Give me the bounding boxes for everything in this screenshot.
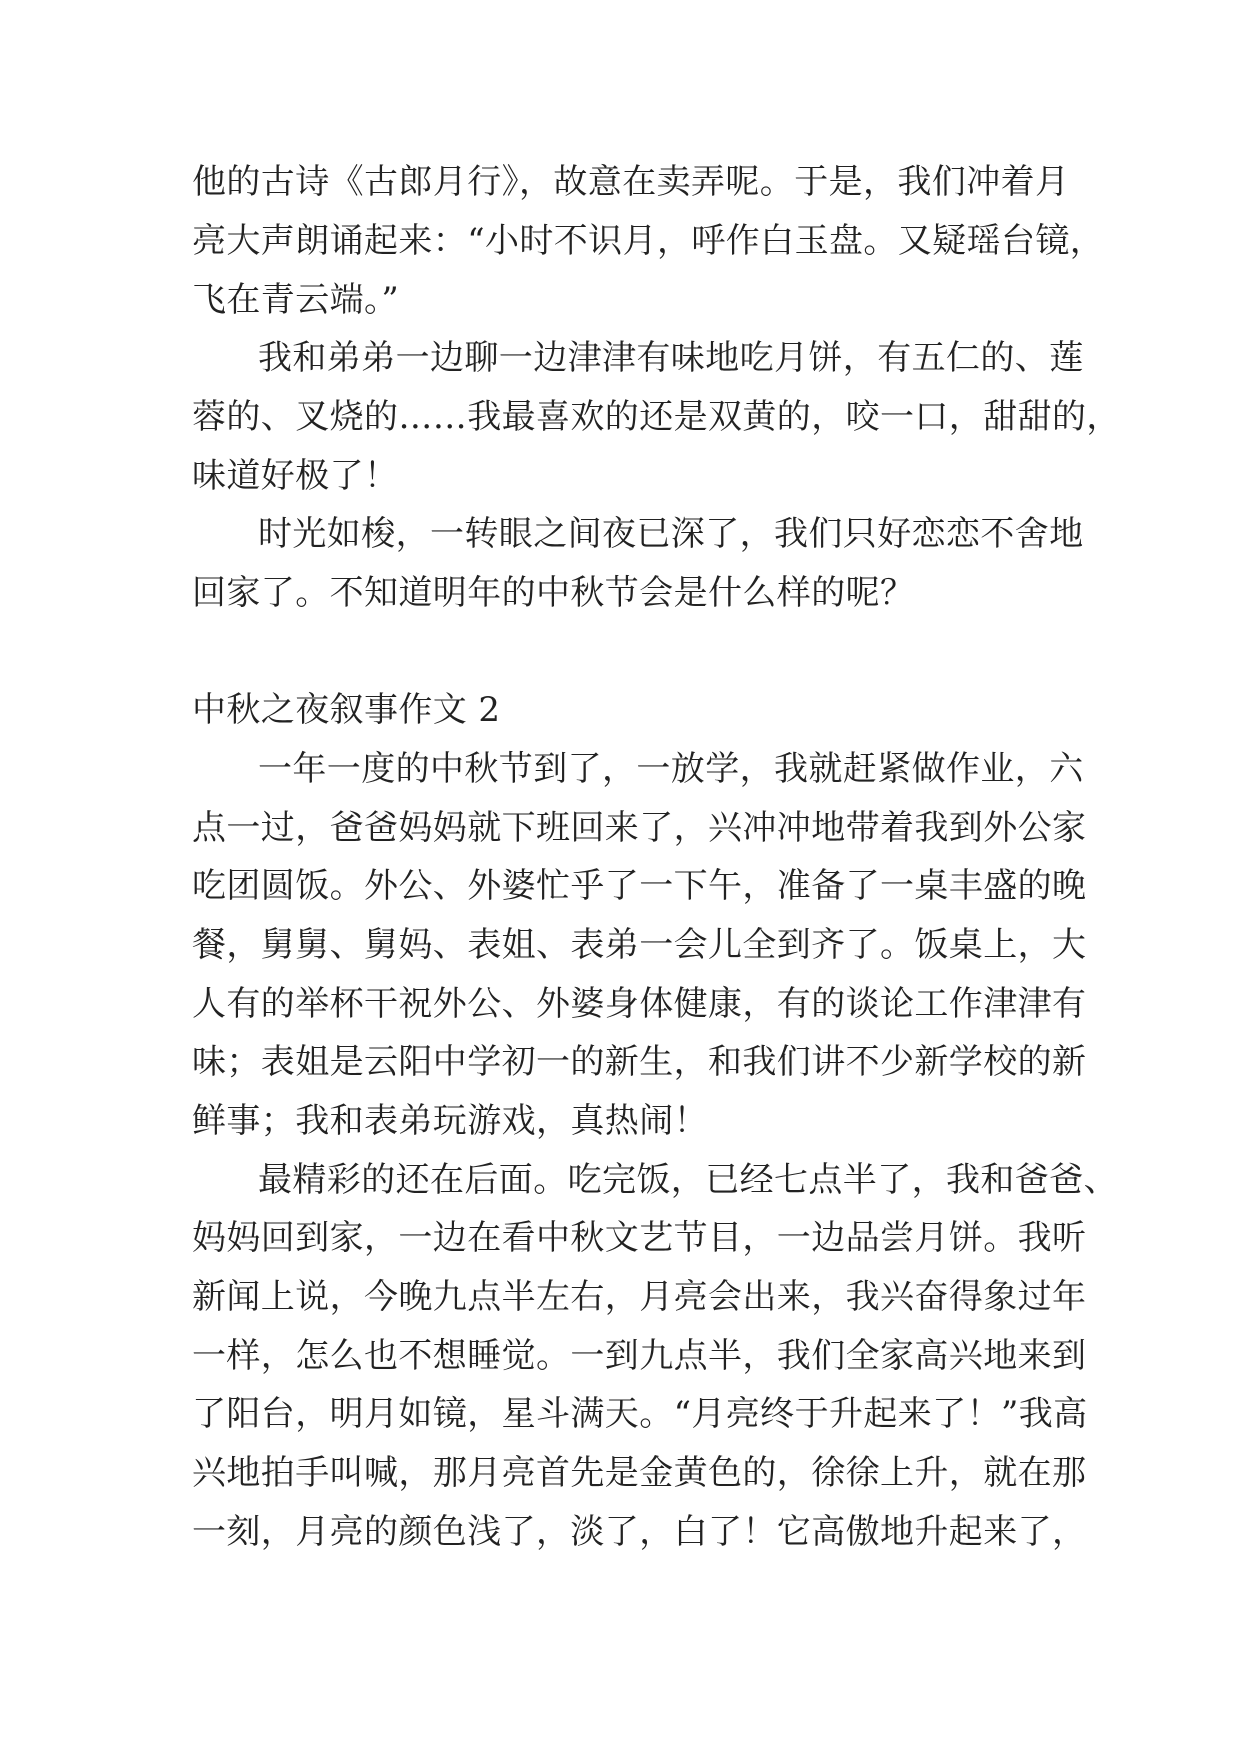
text-line: 亮大声朗诵起来：“小时不识月，呼作白玉盘。又疑瑶台镜，: [192, 221, 1105, 261]
text-line: 回家了。不知道明年的中秋节会是什么样的呢？: [192, 573, 915, 613]
paragraph-first-line: 一年一度的中秋节到了，一放学，我就赶紧做作业，六: [258, 749, 1084, 789]
section-heading: 中秋之夜叙事作文 2: [192, 690, 501, 730]
text-line: 兴地拍手叫喊，那月亮首先是金黄色的，徐徐上升，就在那: [192, 1453, 1087, 1493]
text-line: 鲜事；我和表弟玩游戏，真热闹！: [192, 1101, 708, 1141]
text-line: 他的古诗《古郎月行》，故意在卖弄呢。于是，我们冲着月: [192, 162, 1070, 202]
text-line: 一样，怎么也不想睡觉。一到九点半，我们全家高兴地来到: [192, 1336, 1087, 1376]
text-line: 蓉的、叉烧的……我最喜欢的还是双黄的，咬一口，甜甜的，: [192, 397, 1121, 437]
text-line: 味；表姐是云阳中学初一的新生，和我们讲不少新学校的新: [192, 1042, 1087, 1082]
text-line: 了阳台，明月如镜，星斗满天。“月亮终于升起来了！”我高: [192, 1394, 1088, 1434]
text-line: 人有的举杯干祝外公、外婆身体健康，有的谈论工作津津有: [192, 984, 1087, 1024]
paragraph-first-line: 我和弟弟一边聊一边津津有味地吃月饼，有五仁的、莲: [258, 338, 1084, 378]
paragraph-first-line: 时光如梭，一转眼之间夜已深了，我们只好恋恋不舍地: [258, 514, 1084, 554]
paragraph-first-line: 最精彩的还在后面。吃完饭，已经七点半了，我和爸爸、: [258, 1160, 1118, 1200]
text-line: 飞在青云端。”: [192, 280, 400, 320]
text-line: 新闻上说，今晚九点半左右，月亮会出来，我兴奋得象过年: [192, 1277, 1087, 1317]
text-line: 味道好极了！: [192, 456, 399, 496]
text-line: 点一过，爸爸妈妈就下班回来了，兴冲冲地带着我到外公家: [192, 808, 1087, 848]
text-line: 妈妈回到家，一边在看中秋文艺节目，一边品尝月饼。我听: [192, 1218, 1087, 1258]
text-line: 一刻，月亮的颜色浅了，淡了，白了！它高傲地升起来了，: [192, 1512, 1087, 1552]
text-line: 餐，舅舅、舅妈、表姐、表弟一会儿全到齐了。饭桌上，大: [192, 925, 1087, 965]
text-line: 吃团圆饭。外公、外婆忙乎了一下午，准备了一桌丰盛的晚: [192, 866, 1087, 906]
